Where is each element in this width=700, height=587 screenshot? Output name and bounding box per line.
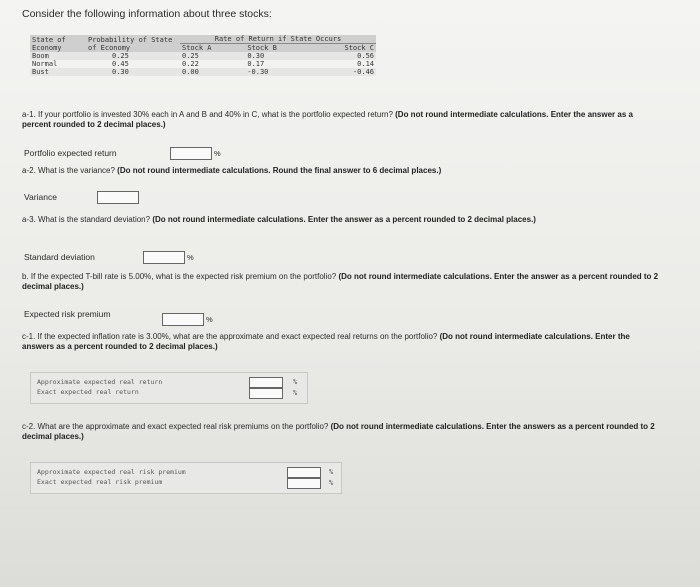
variance-input[interactable] <box>97 191 139 204</box>
question-a3-text: a-3. What is the standard deviation? <box>22 215 151 224</box>
portfolio-return-label: Portfolio expected return <box>24 148 117 158</box>
std-dev-input[interactable] <box>143 251 185 264</box>
col-stock-b: Stock B <box>245 44 310 53</box>
exact-real-return-label: Exact expected real return <box>37 388 139 396</box>
question-b-text: b. If the expected T-bill rate is 5.00%, what is the expected risk premium on the portfolio? <box>22 272 337 281</box>
stock-c-cell: -0.46 <box>352 68 374 76</box>
state-cell: Boom <box>32 52 49 60</box>
percent-unit: % <box>329 479 334 487</box>
variance-label: Variance <box>24 192 57 202</box>
question-c2 <box>22 422 662 442</box>
prob-cell: 0.45 <box>112 60 129 68</box>
approx-real-risk-premium-label: Approximate expected real risk premium <box>37 468 186 476</box>
stock-a-cell: 0.00 <box>182 68 199 76</box>
table-row <box>30 60 376 68</box>
stock-c-cell: 0.14 <box>357 60 374 68</box>
intro-text: Consider the following information about three stocks: <box>22 8 272 20</box>
table-row <box>30 52 376 60</box>
state-cell: Normal <box>32 60 58 68</box>
approx-real-return-input[interactable] <box>249 377 283 388</box>
table-row <box>30 68 376 76</box>
col-state-header: State of Economy <box>32 35 66 52</box>
question-a3 <box>22 215 662 225</box>
stock-a-cell: 0.25 <box>182 52 199 60</box>
approx-real-risk-premium-input[interactable] <box>287 467 321 478</box>
col-prob-header: Probability of State of Economy <box>88 35 173 52</box>
question-a2 <box>22 166 662 176</box>
percent-unit: % <box>187 253 194 262</box>
risk-premium-input[interactable] <box>162 313 204 326</box>
question-a3-note: (Do not round intermediate calculations. Enter the answer as a percent rounded to 2 decimal places.) <box>152 215 536 224</box>
state-cell: Bust <box>32 68 49 76</box>
stock-b-cell: 0.17 <box>247 60 265 68</box>
stock-c-cell: 0.56 <box>357 52 374 60</box>
percent-unit: % <box>293 389 298 397</box>
portfolio-return-input[interactable] <box>170 147 212 160</box>
stock-a-cell: 0.22 <box>182 60 199 68</box>
question-a1-note: (Do not round intermediate calculations. Enter the answer as a percent rounded to 2 decimal places.) <box>22 110 633 129</box>
question-c2-note: (Do not round intermediate calculations. Enter the answers as a percent rounded to 2 decimal places.) <box>22 422 655 441</box>
approx-real-return-label: Approximate expected real return <box>37 378 163 386</box>
std-dev-label: Standard deviation <box>24 252 95 262</box>
real-risk-premium-panel <box>30 462 342 494</box>
exact-real-return-input[interactable] <box>249 388 283 399</box>
question-c2-text: c-2. What are the approximate and exact expected real risk premiums on the portfolio? <box>22 422 329 431</box>
percent-unit: % <box>293 378 298 386</box>
real-return-panel <box>30 372 308 404</box>
stock-b-cell: -0.30 <box>247 68 269 76</box>
percent-unit: % <box>206 315 213 324</box>
percent-unit: % <box>329 468 334 476</box>
col-stock-c: Stock C <box>311 44 376 53</box>
question-a1-text: a-1. If your portfolio is invested 30% each in A and B and 40% in C, what is the portfolio expected return? <box>22 110 393 119</box>
risk-premium-label: Expected risk premium <box>24 309 111 319</box>
question-c1-note: (Do not round intermediate calculations. Enter the answers as a percent rounded to 2 decimal places.) <box>22 332 630 351</box>
exact-real-risk-premium-input[interactable] <box>287 478 321 489</box>
prob-cell: 0.25 <box>112 52 129 60</box>
col-rate-header: Rate of Return if State Occurs <box>214 35 342 43</box>
question-a2-text: a-2. What is the variance? <box>22 166 115 175</box>
question-b-note: (Do not round intermediate calculations. Enter the answer as a percent rounded to 2 decimal places.) <box>22 272 659 291</box>
stock-b-cell: 0.30 <box>247 52 265 60</box>
prob-cell: 0.30 <box>112 68 129 76</box>
stock-returns-table <box>30 35 376 76</box>
question-c1 <box>22 332 662 352</box>
exact-real-risk-premium-label: Exact expected real risk premium <box>37 478 163 486</box>
percent-unit: % <box>214 149 221 158</box>
col-stock-a: Stock A <box>180 44 245 53</box>
question-c1-text: c-1. If the expected inflation rate is 3.00%, what are the approximate and exact expected real returns on the portfolio? <box>22 332 438 341</box>
question-a2-note: (Do not round intermediate calculations. Round the final answer to 6 decimal places.) <box>117 166 442 175</box>
question-a1 <box>22 110 662 130</box>
question-b <box>22 272 662 292</box>
